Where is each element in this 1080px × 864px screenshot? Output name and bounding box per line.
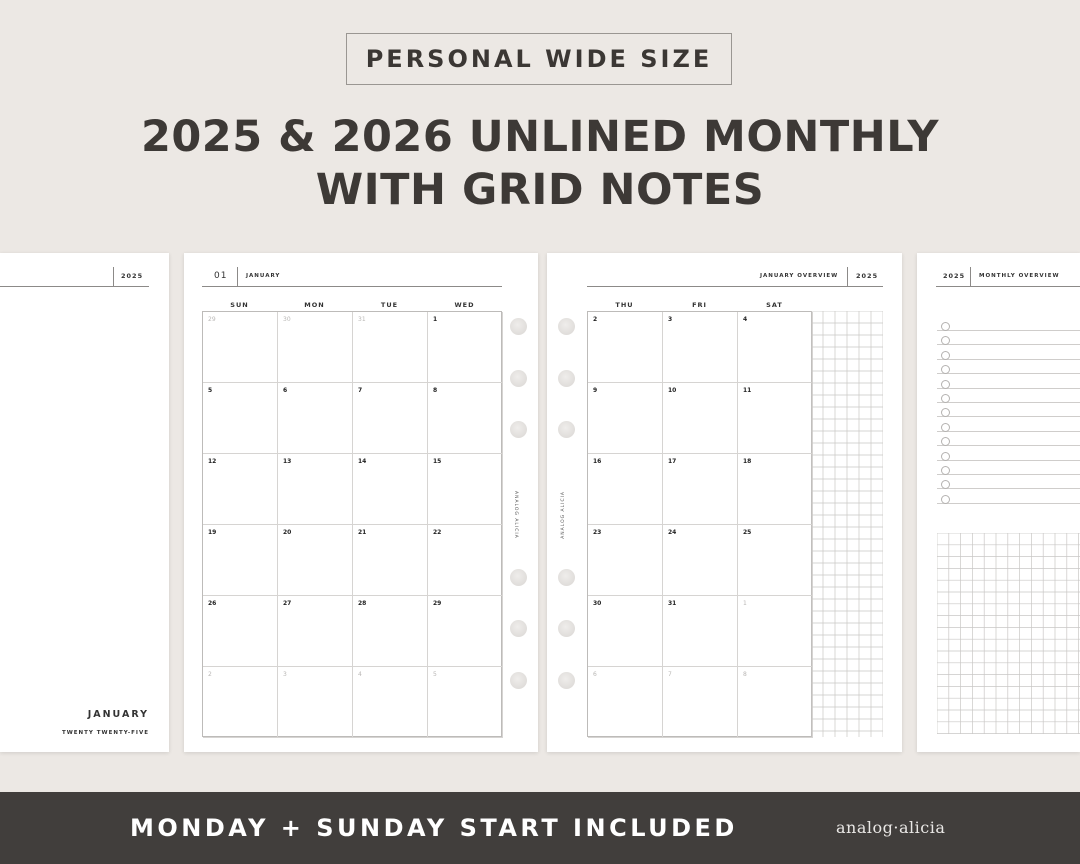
binder-hole	[558, 318, 575, 335]
calendar-day-cell[interactable]	[353, 596, 428, 667]
binder-hole	[558, 672, 575, 689]
month-number: 01	[214, 271, 228, 281]
task-rule	[937, 488, 1080, 489]
weekday-label: TUE	[380, 301, 399, 309]
day-number: 2	[208, 671, 212, 678]
day-number: 22	[433, 529, 442, 536]
task-checkbox-icon[interactable]	[941, 351, 950, 360]
weekday-label: SAT	[766, 301, 783, 309]
calendar-right-page	[547, 253, 902, 752]
calendar-day-cell[interactable]	[588, 312, 663, 383]
task-checkbox-icon[interactable]	[941, 380, 950, 389]
calendar-day-cell[interactable]	[588, 454, 663, 525]
header-divider	[970, 267, 971, 286]
calendar-day-cell[interactable]	[663, 667, 738, 738]
calendar-day-cell[interactable]	[278, 454, 353, 525]
day-number: 8	[743, 671, 747, 678]
overview-page-year: 2025	[943, 272, 966, 280]
spread-year: 2025	[856, 272, 879, 280]
calendar-day-cell[interactable]	[428, 454, 503, 525]
cover-divider	[113, 267, 114, 286]
headline-line-1: 2025 & 2026 UNLINED MONTHLY	[140, 112, 940, 162]
calendar-day-cell[interactable]	[663, 454, 738, 525]
calendar-day-cell[interactable]	[428, 525, 503, 596]
day-number: 6	[593, 671, 597, 678]
day-number: 29	[433, 600, 442, 607]
calendar-day-cell[interactable]	[663, 312, 738, 383]
calendar-day-cell[interactable]	[663, 596, 738, 667]
task-rule	[937, 474, 1080, 475]
day-number: 31	[358, 316, 366, 323]
calendar-day-cell[interactable]	[428, 383, 503, 454]
binder-hole	[558, 421, 575, 438]
task-rule	[937, 416, 1080, 417]
weekday-label: FRI	[692, 301, 707, 309]
day-number: 4	[743, 316, 748, 323]
calendar-day-cell[interactable]	[278, 525, 353, 596]
day-number: 24	[668, 529, 677, 536]
day-number: 17	[668, 458, 677, 465]
task-rule	[937, 388, 1080, 389]
calendar-day-cell[interactable]	[588, 383, 663, 454]
task-rule	[937, 359, 1080, 360]
footer-bar	[0, 792, 1080, 864]
day-number: 7	[668, 671, 672, 678]
day-number: 19	[208, 529, 217, 536]
day-number: 26	[208, 600, 217, 607]
day-number: 5	[208, 387, 213, 394]
calendar-day-cell[interactable]	[278, 312, 353, 383]
size-badge	[346, 33, 732, 85]
brand-vertical-right: ANALOG ALICIA	[561, 491, 566, 539]
day-number: 4	[358, 671, 362, 678]
calendar-day-cell[interactable]	[738, 596, 813, 667]
task-rule	[937, 402, 1080, 403]
weekday-label: MON	[304, 301, 325, 309]
task-rule	[937, 503, 1080, 504]
calendar-day-cell[interactable]	[738, 525, 813, 596]
cover-year-words: TWENTY TWENTY-FIVE	[61, 730, 149, 736]
header-rule	[587, 286, 883, 287]
headline-line-2: WITH GRID NOTES	[315, 165, 765, 215]
weekday-label: WED	[454, 301, 475, 309]
task-checkbox-icon[interactable]	[941, 452, 950, 461]
task-rule	[937, 373, 1080, 374]
grid-notes-panel	[811, 311, 883, 737]
day-number: 18	[743, 458, 752, 465]
binder-hole	[510, 421, 527, 438]
task-checkbox-icon[interactable]	[941, 495, 950, 504]
day-number: 11	[743, 387, 752, 394]
brand-vertical-left: ANALOG ALICIA	[513, 491, 518, 539]
calendar-day-cell[interactable]	[738, 383, 813, 454]
cover-rule	[0, 286, 149, 287]
calendar-day-cell[interactable]	[203, 383, 278, 454]
task-rule	[937, 330, 1080, 331]
brand-logo: analog·alicia	[836, 818, 946, 837]
footer-tagline: MONDAY + SUNDAY START INCLUDED	[130, 814, 738, 842]
day-number: 3	[668, 316, 673, 323]
month-cover-page	[0, 253, 169, 752]
calendar-day-cell[interactable]	[353, 667, 428, 738]
binder-hole	[510, 569, 527, 586]
day-number: 29	[208, 316, 216, 323]
day-number: 25	[743, 529, 752, 536]
calendar-day-cell[interactable]	[353, 454, 428, 525]
day-number: 1	[743, 600, 747, 607]
header-rule	[936, 286, 1080, 287]
binder-hole	[510, 620, 527, 637]
header-divider	[237, 267, 238, 286]
calendar-day-cell[interactable]	[663, 383, 738, 454]
day-number: 7	[358, 387, 363, 394]
calendar-day-cell[interactable]	[428, 667, 503, 738]
day-number: 9	[593, 387, 598, 394]
calendar-day-cell[interactable]	[738, 312, 813, 383]
day-number: 3	[283, 671, 287, 678]
day-number: 6	[283, 387, 288, 394]
day-number: 30	[283, 316, 291, 323]
calendar-day-cell[interactable]	[203, 454, 278, 525]
binder-hole	[510, 370, 527, 387]
task-checkbox-icon[interactable]	[941, 423, 950, 432]
header-divider	[847, 267, 848, 286]
overview-page-label: MONTHLY OVERVIEW	[979, 273, 1060, 279]
calendar-day-cell[interactable]	[278, 667, 353, 738]
day-number: 15	[433, 458, 442, 465]
day-number: 31	[668, 600, 677, 607]
cover-year: 2025	[121, 272, 144, 280]
calendar-grid-left	[202, 311, 502, 737]
calendar-day-cell[interactable]	[278, 383, 353, 454]
calendar-day-cell[interactable]	[278, 596, 353, 667]
weekday-label: SUN	[230, 301, 249, 309]
task-checkbox-icon[interactable]	[941, 322, 950, 331]
calendar-day-cell[interactable]	[203, 525, 278, 596]
overview-grid	[937, 533, 1080, 734]
calendar-day-cell[interactable]	[428, 596, 503, 667]
calendar-grid-right	[587, 311, 812, 737]
task-checkbox-icon[interactable]	[941, 466, 950, 475]
size-label: PERSONAL WIDE SIZE	[365, 45, 713, 73]
day-number: 1	[433, 316, 438, 323]
day-number: 8	[433, 387, 438, 394]
calendar-day-cell[interactable]	[353, 383, 428, 454]
calendar-day-cell[interactable]	[588, 596, 663, 667]
calendar-day-cell[interactable]	[203, 312, 278, 383]
task-rule	[937, 344, 1080, 345]
binder-hole	[510, 672, 527, 689]
calendar-left-page	[184, 253, 538, 752]
day-number: 20	[283, 529, 292, 536]
day-number: 23	[593, 529, 602, 536]
calendar-day-cell[interactable]	[588, 667, 663, 738]
task-rule	[937, 460, 1080, 461]
day-number: 5	[433, 671, 437, 678]
calendar-day-cell[interactable]	[738, 454, 813, 525]
month-label: JANUARY	[246, 273, 281, 279]
monthly-overview-page	[917, 253, 1080, 752]
calendar-day-cell[interactable]	[663, 525, 738, 596]
day-number: 30	[593, 600, 602, 607]
calendar-day-cell[interactable]	[353, 525, 428, 596]
binder-hole	[558, 370, 575, 387]
task-rule	[937, 431, 1080, 432]
weekday-label: THU	[615, 301, 634, 309]
header-rule	[202, 286, 502, 287]
day-number: 2	[593, 316, 598, 323]
calendar-day-cell[interactable]	[738, 667, 813, 738]
task-checkbox-icon[interactable]	[941, 394, 950, 403]
cover-month: JANUARY	[87, 709, 149, 720]
overview-label: JANUARY OVERVIEW	[760, 273, 839, 279]
day-number: 10	[668, 387, 677, 394]
binder-hole	[558, 620, 575, 637]
day-number: 28	[358, 600, 367, 607]
binder-hole	[510, 318, 527, 335]
day-number: 27	[283, 600, 292, 607]
day-number: 14	[358, 458, 367, 465]
calendar-day-cell[interactable]	[203, 596, 278, 667]
calendar-day-cell[interactable]	[588, 525, 663, 596]
day-number: 16	[593, 458, 602, 465]
calendar-day-cell[interactable]	[353, 312, 428, 383]
binder-hole	[558, 569, 575, 586]
day-number: 21	[358, 529, 367, 536]
calendar-day-cell[interactable]	[203, 667, 278, 738]
task-rule	[937, 445, 1080, 446]
day-number: 12	[208, 458, 217, 465]
day-number: 13	[283, 458, 292, 465]
calendar-day-cell[interactable]	[428, 312, 503, 383]
